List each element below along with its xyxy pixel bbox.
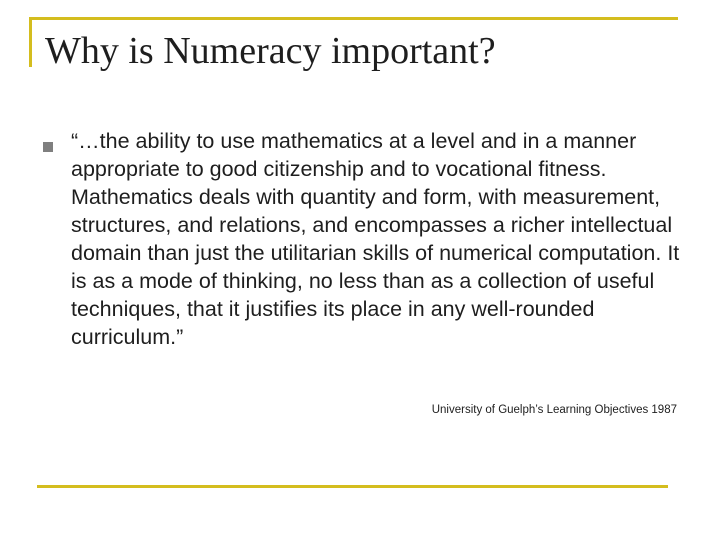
square-bullet-icon	[43, 142, 53, 152]
quote-source: University of Guelph’s Learning Objectives 1987	[431, 404, 677, 416]
title-left-rule	[29, 17, 32, 67]
title-top-rule	[29, 17, 678, 20]
footer-rule	[37, 485, 668, 488]
slide-title: Why is Numeracy important?	[45, 30, 496, 72]
quote-text: “…the ability to use mathematics at a level and in a manner appropriate to good citizenship and to vocational fitness. Mathematics deals with quantity and form, with measurement, structures, and relations, and encompasses a richer intellectual domain than just the utilitarian skills of numerical computation. It is as a mode of thinking, no less than as a collection of useful techniques, that it justifies its place in any well-rounded curriculum.”	[71, 129, 680, 349]
